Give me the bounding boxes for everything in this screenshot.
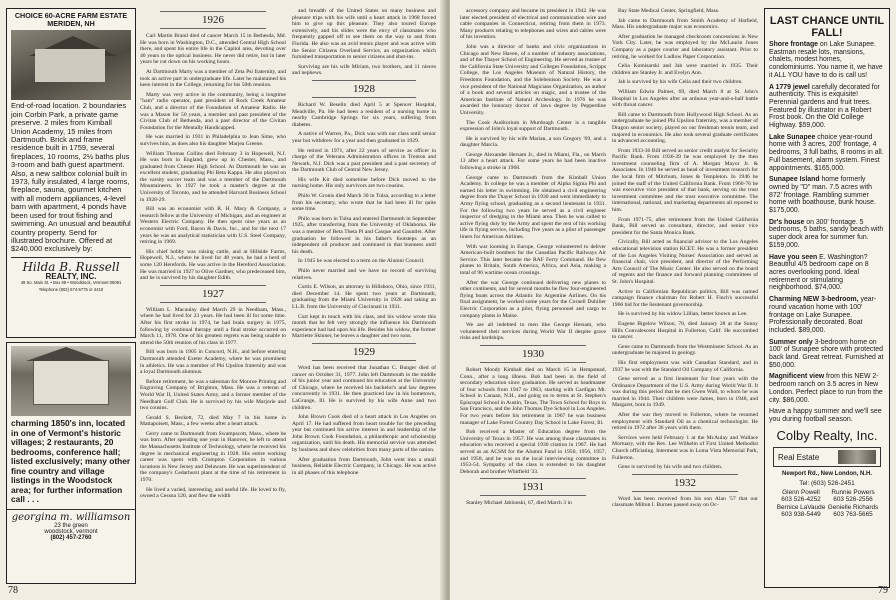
colby-realty-ad (764, 8, 890, 588)
colby-agent (827, 489, 879, 504)
russell-realty-logo (11, 257, 131, 293)
colby-ad-title: LAST CHANCE UNTIL FALL! (769, 15, 885, 39)
obituary-column-left-2 (292, 8, 436, 588)
colby-listing-lead: Summer only (769, 338, 813, 346)
colby-listing-text: on Lake Sunapee. Eastman resale lots, mansions, chalets, modest homes, condominiums. You name it, we have it ALL YOU have to do is call us! (769, 41, 883, 79)
inn-ad-body: charming 1850's inn, located in one of Vermont's historic villages; 2 restaurants, 20 bedrooms, conference hall; listed exclusively; many other fine country and village listings in the Woodstock area; for further information call . . . (11, 418, 131, 504)
class-year-heading: 1931 (460, 478, 606, 496)
inn-phone: (802) 457-2760 (50, 535, 92, 542)
obituary-paragraph: His chief hobby was raising cattle, and at Hillside Farms, Hopewell, N.J., where he lived for 48 years, he had a herd of some 120 Herefords. He was active in the Hereford Association. He was married in 1927 to Olive Gardner, who predeceased him, and he is survived by his daughter Edith. (140, 248, 286, 282)
russell-address: 49 So. Main St. • Box 68 • Woodstock, Vermont 05091 (20, 280, 122, 286)
page-number-right: 79 (878, 585, 888, 596)
colby-listing (769, 41, 885, 80)
obituary-paragraph: Gerry came to Dartmouth from Swampscott, Mass., where he was born. After spending one year in Hanover, he left to attend the Massachusetts Institute of Technology, where he received his degree in mechanical engineering in 1928. His entire working career was spent with Crompton Corporation in various locations in New Jersey and Delaware. He was superintendent of the company's Cedarhurst plant at the time of his retirement in 1970. (140, 430, 286, 484)
colby-listing-lead: Lake Sunapee (769, 133, 816, 141)
obituary-paragraph: Bob received a Master of Education degree from the University of Texas in 1957. He was among those classmates in education who received a special 1930 citation in 1967. He had served as an ACSM for the Alumni Fund in 1950, 1956, 1957, and 1958, and he was on the local interviewing committee in 1953-54. Sympathy of the class is extended to his daughter Deborah and brother Whitfield '33. (460, 429, 606, 475)
obituary-paragraph: John Brown Cook died of a heart attack in Los Angeles on April 17. He had suffered from heart trouble for the preceding year but continued his active interest in and leadership of the John Brown Cook Foundation, a philanthropic and scholarship organization, until his death. His memorial service was attended by business and show celebrities from many parts of the nation. (292, 414, 436, 454)
inn-address-2: woodstock, vermont (44, 528, 98, 535)
obituary-paragraph: Philo never married and we have no record of surviving relatives. (292, 268, 436, 281)
colby-listing-text: E. Washington? Beautiful 4/5 bedroom cape on 8 acres overlooking pond. Ideal retirement or stimulating neighborhood. $74,000. (769, 253, 869, 292)
obituary-column-right-1 (460, 8, 606, 588)
colby-company-name: Colby Realty, Inc. (776, 428, 878, 444)
obituary-paragraph: Philo W. Gronis died March 30 in Tulsa, according to a letter from his secretary, who wrote that he had been ill for quite some time. (292, 193, 436, 213)
williamson-logo: georgina m. williamson (7, 509, 135, 523)
obituary-paragraph: Gerald S. Beckett, 72, died May 7 in his home in Mattapoisett, Mass., a few weeks after a heart attack. (140, 414, 286, 428)
russell-phone: Telephone (802) 674-5775 or 4410 (38, 286, 104, 292)
obituary-paragraph: Richard W. Beselin died April 5 at Spencer Hospital, Meadville, Pa. He had been a resident of a nursing home in nearby Cambridge Springs for six years, suffering from diabetes. (292, 101, 436, 128)
colby-agent (827, 504, 879, 519)
obituary-paragraph: In 1945 he was elected to a term on the Alumni Council. (298, 258, 425, 265)
russell-company: REALTY, INC. (45, 271, 97, 281)
obituary-paragraph: Robert Moody Kimball died on March 15 in Hempstead, Conn., after a long illness. Bob had been in the field of secondary education since graduation. He served as headmaster of four schools from 1947 to 1963, starting with Cardigan Mt. School in Canaan, N.H., and going on to terms at St. Stephen's Episcopal School in Austin, Texas, The Town School for Boys in San Francisco, and the John Thomas Dye School in Los Angeles. For two years before his retirement in 1967 he was business manager of Lake Forest Country Day School in Lake Forest, Ill. (460, 366, 606, 426)
obituary-paragraph: George Alexander Hersam Jr., died in Miami, Fla., on March 13 after a heart attack. For some years he had been inactive following a stroke in 1968. (460, 151, 606, 172)
class-year-heading: 1928 (292, 80, 436, 98)
colby-agent-phone: 603 938-5449 (781, 511, 821, 519)
farm-estate-ad-body: End-of-road location. 2 boundaries join Corbin Park, a private game preserve. 2 miles from Kimball Union Academy, 15 miles from Dartmouth. Brick and frame residence built in 1759, several fireplaces, 10 rooms, 2½ baths plus 3-room and bath guest apartment. Also, a new saltbox colonial built in 1973, fully insulated, 4 large rooms, fireplace, sauna, gourmet kitchen with all modern appliances, 4-level barn with apartment, 4 ponds have been used for trout fishing and swimming. An unusual and beautiful country property. Send for illustrated brochure. Offered at $240,000 exclusively by: (11, 101, 131, 254)
obituary-paragraph: After the war George continued delivering new planes to other continents, and for several months he flew four-engineered flying boats across the Atlantic for Argentine Airlines. On his final assignment, he worked some years for the Cornell Duhilier Electric Corporation as a pilot, flying personnel and cargo to company plants in Maine. (460, 279, 606, 319)
farm-estate-ad (6, 8, 136, 338)
obituary-paragraph: and breadth of the United States on many business and pleasure trips with his wife until a heart attack in 1968 forced him to give up this pleasure. They also toured Europe extensively, and his slides were the envy of classmates who frequently gapped off to see them on the way to and from Florida. He also was an avid tennis player and was active with the Senior Citizens Overland Service, an organization which furnished transportation to senior citizens and shut-ins. (292, 8, 436, 61)
obituary-paragraph: Celia Komisarski and Jab were married in 1935. Their children are Stanley Jr. and Evelyn Ann. (612, 63, 758, 76)
obituary-paragraph: Curtis E. Wilson, an attorney in Hillsboro, Ohio, since 1931, died December 14. He spent two years at Dartmouth, graduating from the Miami University in 1928 and taking an LL.B. from the University of Cincinnati in 1931. (292, 284, 436, 310)
colby-agent-phone: 603 763-5665 (833, 511, 873, 519)
obituary-paragraph: He is survived by his widow Lillian, better known as Lee. (618, 311, 748, 318)
obituary-paragraph: Word has been received that Jonathan C. Bunger died of cancer on October 31, 1977. John left Dartmouth in the middle of his junior year and continued his education at the University of Chicago, where he received his bachelor's and law degrees concurrently in 1931. He then practiced law in his hometown, LaGrange, Ill. He is survived by his wife Anne and two children. (292, 364, 436, 411)
obituary-paragraph: Surviving are his wife Miriam, two brothers, and 11 nieces and nephews. (292, 63, 436, 77)
colby-listing-lead: Dr's house (769, 218, 805, 226)
class-year-heading: 1932 (612, 474, 758, 492)
class-year-heading: 1926 (140, 11, 286, 29)
obituary-paragraph: William Thomas Collins died February 3 in Hopewell, N.J. He was born in England, grew up in Chester, Mass., and graduated from Chester High School. At Dartmouth he was an excellent student, graduating Phi Beta Kappa. He also played on the varsity soccer team and was a member of the Dartmouth Mountaineers. In 1927 he took a master's degree at the University of Toronto, and he attended Harvard Business School in 1928-29. (140, 150, 286, 203)
farm-estate-ad-title: CHOICE 60-ACRE FARM ESTATE MERIDEN, NH (14, 11, 128, 29)
obituary-column-left-1 (140, 8, 286, 588)
colby-tel: Tel: (603) 526-2451 (799, 479, 855, 487)
obituary-paragraph: He retired in 1971, after 22 years of service as officer in charge of the Veterans Administration offices in Trenton and Newark, N.J. Dick was a past president and a past secretary of the Dartmouth Club of Central New Jersey. (292, 147, 436, 174)
colby-tagline: Real Estate (778, 452, 820, 462)
obituary-paragraph: A native of Warren, Pa., Dick was with our class until senior year but withdrew for a year and then graduated in 1929. (292, 131, 436, 144)
inn-address-1: 23 the green (54, 522, 88, 529)
colby-listing (769, 176, 885, 215)
obituary-paragraph: William Edwin Palmer, 69, died March 8 at St. John's Hospital in Los Angeles after an arduous year-and-a-half battle with throat cancer. (612, 88, 758, 109)
obituary-paragraph: Before retirement, he was a salesman for Monroe Printing and Engraving Company of Brighton, Mass. He was a veteran of World War II, United States Army, and a former member of the Needham Golf Club. He is survived by his wife Marjorie and two cousins. (140, 378, 286, 412)
colby-listing-text: 3-bedroom home on 100' of Sunapee shore with protected back land. Great retreat. Furnished at $50,000. (769, 338, 884, 369)
obituary-paragraph: After graduation from Dartmouth, John went into a small business, Reliable Electric Company, in Chicago. He was active in all phases of this telephone (292, 456, 436, 476)
obituary-paragraph: After graduation he managed checkroom concessions in New York City. Later, he was employed by the McLaurin Jones Company as a paper courier and laboratory assistant. Prior to retiring, he worked for Ludlow Paper Corporation. (612, 33, 758, 60)
obituary-paragraph: He lived a varied, interesting, and useful life. He loved to fly, owned a Cessna 120, and flew the width (140, 486, 286, 500)
obituary-paragraph: Services were held February 1 at the McAulay and Wallace Mortuary, with the Rev. Lee Wilhelm of First United Methodist Church officiating. Interment was in Loma Vista Memorial Park, Fullerton. (612, 434, 758, 461)
class-year-heading: 1929 (292, 343, 436, 361)
colby-agent-phone: 603 526-2556 (833, 496, 873, 504)
russell-logo-name: Hilda B. Russell (22, 259, 120, 274)
colby-listing-text: carefully decorated for authenticity. This is exquisite! Perennial gardens and fruit trees. Featured by illustrator in a Robert Frost book. On the Old College Highway. $59,000. (769, 83, 880, 130)
colby-listing (769, 339, 885, 370)
obituary-paragraph: Gene is survived by his wife and two children. (618, 464, 723, 471)
obituary-paragraph: Gene came to Dartmouth from the Westminster School. As an undergraduate he majored in geology. (612, 343, 758, 357)
colby-listing-text: year-round vacation home with 100' frontage on Lake Sunapee. Professionally decorated. Boat included. $89,000. (769, 296, 877, 334)
obituary-paragraph: He was married in 1931 in Philadelphia to Jean Sime, who survives him, as does also his daughter Marjea Greene. (140, 134, 286, 147)
colby-listing (769, 84, 885, 130)
colby-listing-lead: Magnificent view (769, 373, 825, 381)
colby-sign (773, 447, 881, 467)
colby-agents (765, 487, 889, 521)
obituary-paragraph: His first employment was with Canadian Standard, and in 1937 he was with the Standard Oil Company of California. (612, 359, 758, 373)
obituary-paragraph: The Cook Auditorium in Murdough Center is a tangible expression of John's loyal support of Dartmouth. (460, 119, 606, 133)
obituary-paragraph: Active in Californian Republican politics, Bill was named campaign finance chairman for Robert H. Finch's successful 1966 bid for the lieutenant governorship. (612, 288, 758, 308)
colby-listing-text: on 300' frontage. 5 bedrooms, 5 baths, sandy beach with super dock area for summer fun. $159,000. (769, 218, 884, 249)
class-year-heading: 1930 (460, 345, 606, 363)
obituary-paragraph: Eugene Bigelow Wilson, 70, died January 28 at the Sunny Hills Convalescent Hospital in Fullerton, Calif. He succumbed to cancer. (612, 320, 758, 341)
obituary-paragraph: Bill was an economist with R. H. Macy & Company, a research fellow at the University of Michigan, and an engineer at Western Electric Company. He then spent nine years as an economist with Ford, Bacon & Davis, Inc., and for the next 17 years he was an analytical statistician with U.S. Steel Company, retiring in 1969. (140, 206, 286, 246)
left-page (0, 0, 446, 600)
colby-agent-name: Glenn Powell (782, 489, 820, 497)
obituary-paragraph: George came to Dartmouth from the Kimball Union Academy. In college he was a member of Alpha Sigma Phi and earned his letter in swimming. He obtained a civil engineering degree from the Thayer School in 1930 and went immediately to Army flying school, graduating as a second lieutenant in 1931. For the following two years he served as a civil engineer inspector of dredging in the Miami area. Then he was called to active flying duty by the Army and spent the rest of his working life in flying service, including five years as a pilot of passenger liners for American Airlines. (460, 174, 606, 240)
class-year-heading: 1927 (140, 285, 286, 303)
obituary-paragraph: With war looming in Europe, George volunteered to deliver American-built bombers for the Canadian Pacific Railways Air Service. This later became the RAF Ferry Command. He flew planes to Britain, South America, Africa, and Asia, making a total of 96 wartime ocean crossings. (460, 243, 606, 276)
colby-listing (769, 296, 885, 335)
colby-agent-phone: 603 526-4252 (781, 496, 821, 504)
colby-listing-lead: A 1779 jewel (769, 83, 810, 91)
colby-listing-lead: Sunapee Island (769, 176, 820, 184)
colby-listing (769, 134, 885, 173)
colby-agent-name: Bernice LaVaude (776, 503, 826, 511)
page-number-left: 78 (8, 585, 18, 596)
farm-house-photo (11, 30, 131, 100)
obituary-paragraph: Jab came to Dartmouth from Smith Academy of Hatfield, Mass. His undergraduate major was economics. (612, 17, 758, 31)
colby-agent-name: Genielle Richards (827, 503, 879, 511)
obituary-paragraph: Bill was born in 1905 in Concord, N.H., and before entering Dartmouth attended Exeter Academy, where he was prominent in athletics. He was a member of Phi Upsilon fraternity and was a loyal Dartmouth alumnus. (140, 349, 286, 376)
obituary-paragraph: John was a director of banks and civic organizations in Chicago and New Haven, of a number of industry associations, and of the Thayer School of Engineering. He served as trustee of the California State University and Colleges Foundation, Scripps College, the Los Angeles Museum of Natural History, the Freedoms Foundation, and the Solebenison Society. He was a vice president of the National Magicians Organization, an author of a book and several articles on magic, and a trustee of the American Institute of Natural Archeology. In 1976 he was awarded the honorary doctor of laws degree by Pepperdine University. (460, 43, 606, 116)
obituary-paragraph: From 1971-75, after retirement from the United California Bank, Bill served as consultant, director, and senior vice president for the Santa Monica Bank. (612, 216, 758, 236)
colby-listing-lead: Shore frontage (769, 41, 819, 48)
obituary-paragraph: Stanley Michael Jablonski, 67, died March 3 in (466, 500, 572, 507)
obituary-paragraph: We are all indebted to men like George Hersam, who volunteered their services during World War II despite grave risks and hardships. (460, 322, 606, 342)
colby-listings (765, 41, 889, 404)
colby-listing-lead: Have you seen (769, 253, 818, 261)
colby-listing (769, 219, 885, 250)
obituary-paragraph: Word has been received from his son Alan '57 that our classmate Milton I. Burnes passed away on Oc- (612, 495, 758, 509)
obituary-paragraph: Gene served as a first lieutenant for four years with the Ordinance Department of the U.S. Army during World War II. It was during this period that he met Gwen Wall, to whom he was married in 1944. Their children were James, born in 1948, and Margaret, born in 1949. (612, 376, 758, 409)
obituary-paragraph: After the war they moved to Fullerton, where he resumed employment with Standard Oil as a chemical technologist. He retired in 1972 after 36 years with them. (612, 412, 758, 432)
obituary-column-right-2 (612, 8, 758, 588)
colby-address: Newport Rd., New London, N.H. (782, 471, 872, 478)
obituary-paragraph: From 1933-36 Bill served as senior credit analyst for Security Pacific Bank. From 1936-39 he was employed by the then investment counseling firm of A. Morgan Mayor Jr. & Associates. In 1940 he served as head of investment research for the local firm of Mitchum, Jones & Templeton. In 1946 he joined the staff of the United California Bank. From 1960-76 he was executive vice president of that bank, serving on the trust investment committee and the trust executive committee. The international, national, and marketing departments all reported to him. (612, 147, 758, 214)
obituary-paragraph: Curt kept in touch with his class, and his widow wrote this month that he felt very strongly the influence his Dartmouth experience had had upon his life. Besides his widow, the former Marriette Skinner, he leaves a daughter and two sons. (292, 313, 436, 340)
colby-agent (775, 504, 827, 519)
colby-listing-lead: Charming NEW 3-bedroom, (769, 296, 859, 304)
obituary-paragraph: Bill came to Dartmouth from Hollywood High School. As an undergraduate he joined Phi Upsilon fraternity, was a member of Dragon senior society, played on our freshman tennis team, and majored in economics. He also took several graduate certificates in advanced accounting. (612, 111, 758, 145)
obituary-paragraph: His wife Kit died sometime before Dick moved to the nursing home. His only survivors are two cousins. (292, 176, 436, 190)
obituary-paragraph: He is survived by his wife Marian, a son Gregory '69, and a daughter Marcia. (460, 135, 606, 149)
obituary-paragraph: Bay State Medical Center, Springfield, Mass. (618, 8, 720, 14)
colby-listing (769, 373, 885, 404)
right-page (450, 0, 896, 600)
colby-agent-name: Runnie Powers (831, 489, 875, 497)
colby-listing-text: choice year-round home with 3 acres, 200' frontage, 4 bedrooms, 3 full baths, 8 rooms in all. Full basement, alarm system. Finest appointments. $165,000. (769, 133, 884, 172)
obituary-paragraph: accessory company and became its president in 1942. He was later elected president of electrical and communication wire and cable companies in Connecticut, retiring from them in 1973. Many products relating to telephones and wires and cables were of his invention. (460, 8, 606, 41)
colby-listing (769, 254, 885, 293)
colby-listing-text: home formerly owned by "D" man. 7.5 acres with 872' frontage. Rambling summer home with boathouse, bunk house. $175,000. (769, 176, 876, 215)
obituary-paragraph: At Dartmouth Marty was a member of Zeta Psi fraternity, and took an active part in undergraduate life. Later he maintained his keen interest in the College, returning for his 50th reunion. (140, 68, 286, 89)
obituary-paragraph: Carl Martin Brand died of cancer March 15 in Bethesda, Md. He was born in Washington, D.C., attended Central High School there, and spent his entire life in the Capitol area, devoting over 40 years to the optical business. He never did retire, but in later years he cut down on his working hours. (140, 33, 286, 66)
obituary-paragraph: Jab is survived by his wife Celia and their two children. (618, 79, 743, 86)
colby-office-photo (838, 450, 876, 464)
colby-closing: Have a happy summer and we'll see you during football season. (769, 408, 882, 424)
obituary-paragraph: William L. Macaulay died March 29 in Needham, Mass., where he had lived for 23 years. He had been ill for some time. After his first stroke in 1974, he had brain surgery in 1975, following by continual therapy until a final stroke occurred on March 11, 1978. One of his greatest regrets was being unable to attend the 50th reunion of his class in 1977. (140, 306, 286, 346)
colby-agent (775, 489, 827, 504)
inn-photo (11, 346, 131, 416)
inn-ad (6, 342, 136, 584)
colby-listing-text: from this NEW 2-bedroom ranch on 3.5 acres in New London. Perfect place to run from the city. $86,000. (769, 373, 883, 404)
obituary-paragraph: Philo was born in Tulsa and entered Dartmouth in September 1925, after transferring from the University of Oklahoma. He was a member of Beta Theta Pi and Casque and Gauntlet. After graduation he followed in his father's footsteps as an independent oil producer and continued in that business until his death. (292, 215, 436, 255)
obituary-paragraph: Marty was very active in the community, being a longtime "ham" radio operator, past president of Rock Creek Amateur Club, and a director of the Foundation of Amateur Radio. He was a Mason for 50 years, a member and past president of the Civitan Club of Bethesda, and a past director of the Civitan Foundation for the Mentally Handicapped. (140, 91, 286, 131)
obituary-paragraph: Civically, Bill acted as financial advisor to the Los Angeles educational television station KCET. He was a former president of the Los Angeles Visiting Nurses' Association and served as financial chair, vice president, and director of the Performing Arts Council of The Music Center. He also served on the board of regents and the finance and forward planning committees of St. John's Hospital. (612, 239, 758, 285)
